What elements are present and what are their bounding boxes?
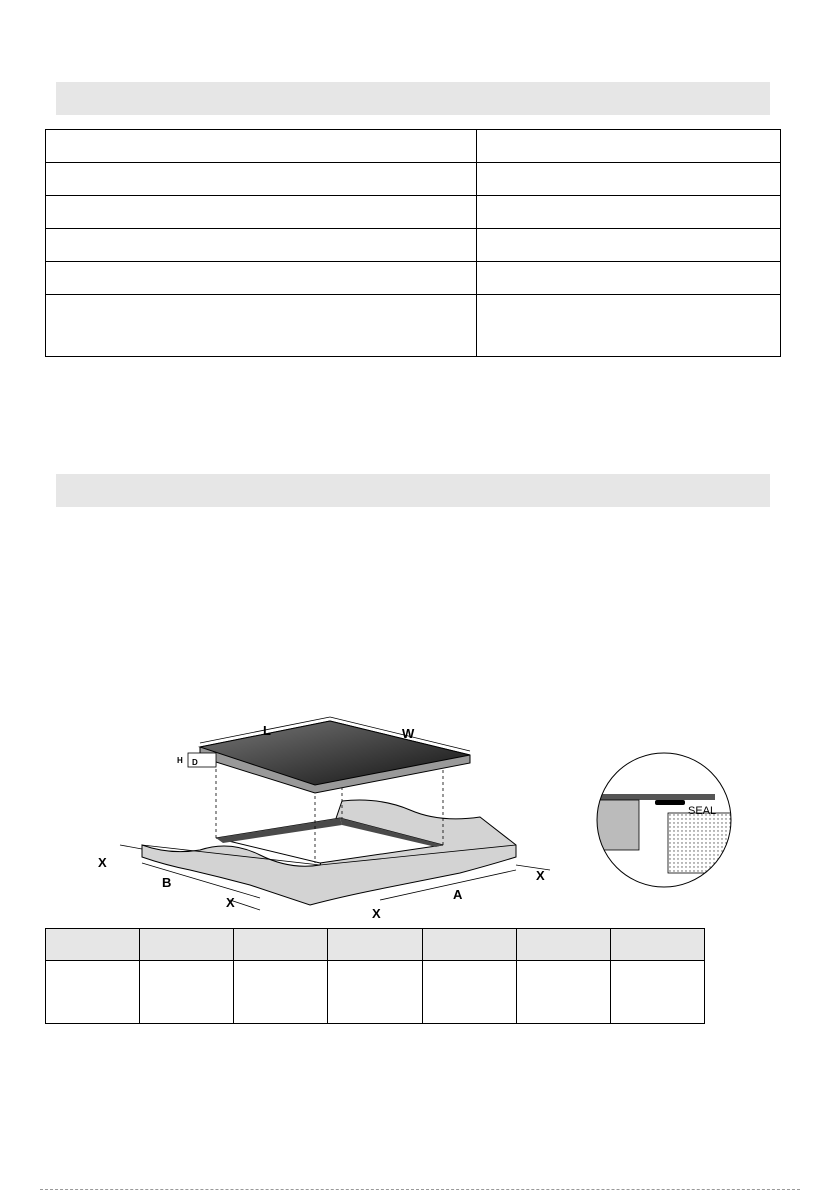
seal-hob-glass — [595, 794, 715, 800]
dim-value — [422, 961, 516, 1024]
section-2-title — [56, 474, 770, 490]
spec-value — [477, 295, 781, 357]
spec-label — [46, 163, 477, 196]
table-row — [46, 262, 781, 295]
dim-header — [610, 929, 704, 961]
dim-header — [328, 929, 422, 961]
label-X-bottom: X — [372, 906, 381, 920]
table-row — [46, 130, 781, 163]
seal-detail — [595, 753, 738, 887]
spec-label — [46, 262, 477, 295]
label-D: D — [192, 758, 198, 767]
spec-value — [477, 262, 781, 295]
label-seal: SEAL — [688, 805, 717, 817]
spec-label — [46, 130, 477, 163]
spec-value — [477, 130, 781, 163]
label-B: B — [162, 875, 172, 890]
label-X-bottom-left: X — [226, 895, 235, 910]
seal-counter — [595, 800, 639, 850]
table-header-row — [46, 929, 705, 961]
spec-label — [46, 229, 477, 262]
table-row — [46, 229, 781, 262]
spec-value — [477, 196, 781, 229]
label-H: H — [177, 756, 183, 765]
spec-label — [46, 295, 477, 357]
page-footer-line — [40, 1189, 800, 1190]
spec-value — [477, 229, 781, 262]
section-2-header — [56, 474, 770, 507]
spec-table — [45, 129, 781, 357]
table-row — [46, 196, 781, 229]
label-W: W — [402, 726, 415, 741]
seal-cabinet — [668, 813, 738, 873]
dim-value — [328, 961, 422, 1024]
table-row — [46, 163, 781, 196]
hob — [188, 721, 470, 793]
dim-header — [516, 929, 610, 961]
spec-value — [477, 163, 781, 196]
section-1-title — [56, 82, 770, 98]
section-1-header — [56, 82, 770, 115]
label-X-left: X — [98, 855, 107, 870]
dim-header — [422, 929, 516, 961]
seal-strip — [655, 800, 685, 805]
dimension-table — [45, 928, 705, 1024]
label-X-right: X — [536, 868, 545, 883]
dim-value — [516, 961, 610, 1024]
installation-diagram — [80, 705, 760, 920]
hob-top — [200, 721, 470, 785]
dim-value — [140, 961, 234, 1024]
label-L: L — [263, 723, 271, 738]
dim-header — [46, 929, 140, 961]
table-row — [46, 295, 781, 357]
spec-label — [46, 196, 477, 229]
dim-value — [610, 961, 704, 1024]
table-row — [46, 961, 705, 1024]
dim-header — [234, 929, 328, 961]
label-A: A — [453, 887, 463, 902]
dim-header — [140, 929, 234, 961]
dim-value — [234, 961, 328, 1024]
dim-value — [46, 961, 140, 1024]
